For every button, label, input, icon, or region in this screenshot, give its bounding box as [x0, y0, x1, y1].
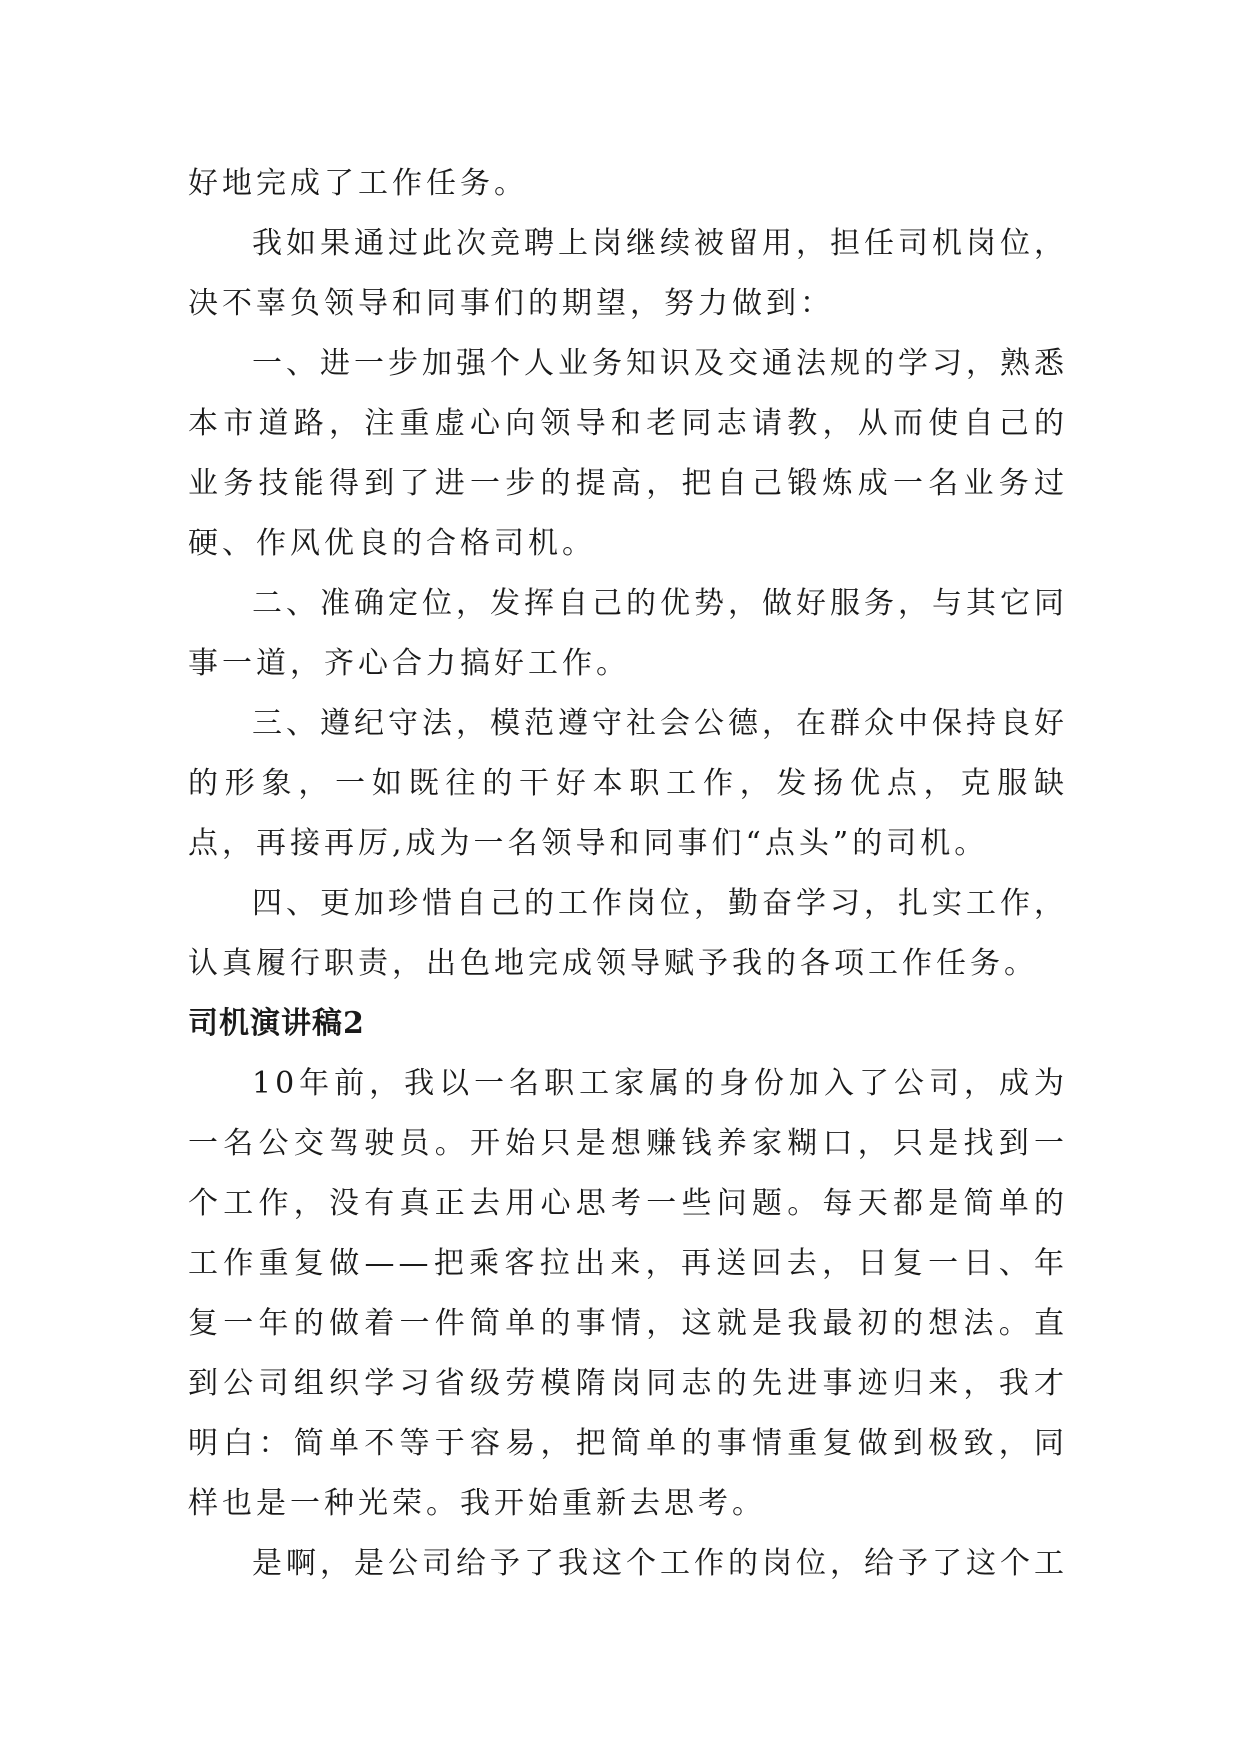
paragraph-point-one: 一、进一步加强个人业务知识及交通法规的学习，熟悉本市道路，注重虚心向领导和老同志请教，从而使自己的业务技能得到了进一步的提高，把自己锻炼成一名业务过硬、作风优良的合格司机。	[188, 346, 1068, 561]
paragraph-speech-two-continued: 是啊，是公司给予了我这个工作的岗位，给予了这个工	[252, 1546, 1068, 1581]
paragraph-continuation: 好地完成了工作任务。	[188, 166, 528, 201]
paragraph-point-three: 三、遵纪守法，模范遵守社会公德，在群众中保持良好的形象，一如既往的干好本职工作，发扬优点，克服缺点，再接再厉,成为一名领导和同事们“点头”的司机。	[188, 706, 1068, 861]
section-heading: 司机演讲稿2	[188, 1006, 365, 1041]
paragraph-speech-two-intro: 10年前，我以一名职工家属的身份加入了公司，成为一名公交驾驶员。开始只是想赚钱养家糊口，只是找到一个工作，没有真正去用心思考一些问题。每天都是简单的工作重复做——把乘客拉出来，再送回去，日复一日、年复一年的做着一件简单的事情，这就是我最初的想法。直到公司组织学习省级劳模隋岗同志的先进事迹归来，我才明白：简单不等于容易，把简单的事情重复做到极致，同样也是一种光荣。我开始重新去思考。	[188, 1066, 1068, 1521]
document-body	[188, 154, 1068, 1594]
paragraph-point-two: 二、准确定位，发挥自己的优势，做好服务，与其它同事一道，齐心合力搞好工作。	[188, 586, 1068, 681]
paragraph-commitment-intro: 我如果通过此次竞聘上岗继续被留用，担任司机岗位，决不辜负领导和同事们的期望，努力做到：	[188, 226, 1068, 321]
paragraph-point-four: 四、更加珍惜自己的工作岗位，勤奋学习，扎实工作，认真履行职责，出色地完成领导赋予我的各项工作任务。	[188, 886, 1068, 981]
